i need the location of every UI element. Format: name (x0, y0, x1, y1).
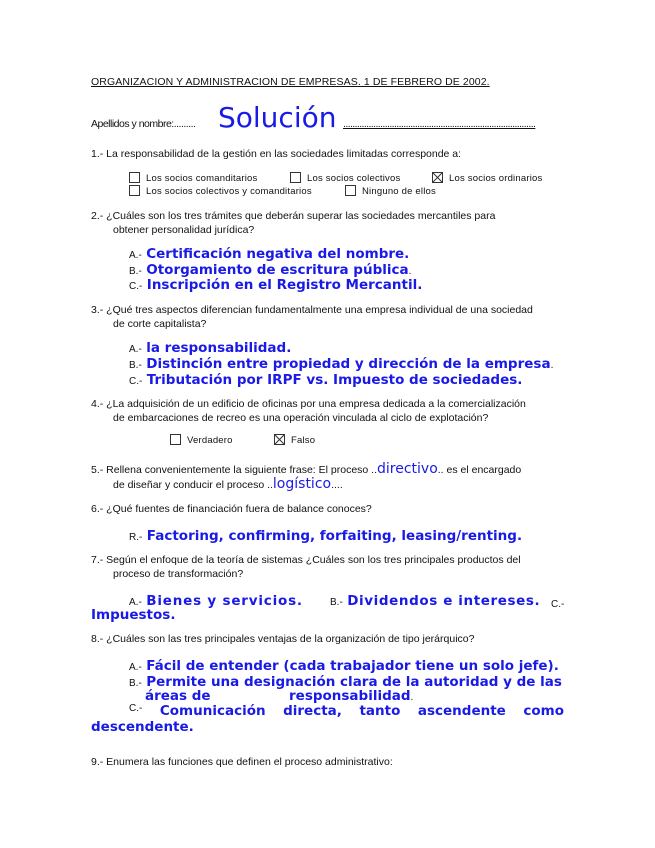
question-1: 1.- La responsabilidad de la gestión en las sociedades limitadas corresponde a: (91, 148, 462, 160)
q6-answer (129, 527, 522, 545)
q4-option-false[interactable] (274, 434, 315, 446)
answer-letter: A.- (129, 344, 142, 355)
answer-text: Otorgamiento de escritura pública (146, 262, 409, 278)
checkbox-icon[interactable] (345, 185, 356, 196)
question-3-line-2: de corte capitalista? (113, 317, 207, 330)
answer-period: . (408, 266, 412, 277)
q1-option-2-label: Los socios colectivos (307, 173, 401, 184)
answer-text: Factoring, confirming, forfaiting, leasing/renting. (146, 528, 523, 544)
question-7 (91, 554, 564, 581)
question-4-line-1: 4.- ¿La adquisición de un edificio de oficinas por una empresa dedicada a la comercialización (91, 398, 526, 410)
q1-option-1[interactable] (129, 172, 257, 184)
question-5-line-1 (91, 461, 521, 477)
q5-text-c: de diseñar y conducir el proceso .. (113, 479, 273, 491)
question-9: 9.- Enumera las funciones que definen el proceso administrativo: (91, 756, 393, 768)
answer-text: Tributación por IRPF vs. Impuesto de sociedades. (146, 372, 523, 388)
q8-answer-c-line-2 (91, 718, 194, 736)
answer-period: . (410, 692, 414, 703)
q7-answer-c-letter (551, 594, 564, 612)
q1-option-4[interactable] (129, 185, 312, 197)
answer-letter: A.- (129, 662, 142, 673)
q5-text-a: 5.- Rellena convenientemente la siguiente frase: El proceso .. (91, 464, 377, 476)
q7-answer-c (91, 606, 175, 624)
checkbox-icon[interactable] (170, 434, 181, 445)
name-value: Solución (218, 101, 337, 134)
answer-letter: A.- (129, 250, 142, 261)
answer-letter: C.- (551, 599, 565, 610)
q1-option-1-label: Los socios comanditarios (146, 173, 258, 184)
q5-text-b: .. es el encargado (437, 464, 522, 476)
q5-text-d: .... (331, 479, 343, 491)
question-4 (91, 398, 564, 425)
answer-text: Inscripción en el Registro Mercantil. (146, 277, 423, 293)
q1-option-5[interactable] (345, 185, 436, 197)
answer-period: . (550, 360, 554, 371)
answer-letter: R.- (129, 532, 143, 543)
checkbox-icon[interactable] (290, 172, 301, 183)
answer-word: como (523, 703, 564, 719)
question-7-line-1: 7.- Según el enfoque de la teoría de sistemas ¿Cuáles son los tres principales productos del (91, 554, 521, 566)
answer-text: Distinción entre propiedad y dirección de la empresa (146, 356, 551, 372)
answer-text: responsabilidad (289, 688, 411, 704)
answer-word: tanto (359, 703, 401, 719)
name-label-text: Apellidos y nombre:......... (91, 118, 196, 130)
answer-word: ascendente (417, 703, 506, 719)
answer-text: áreas de (145, 688, 211, 704)
q4-option-true-label: Verdadero (187, 435, 233, 446)
answer-word: directa, (283, 703, 342, 719)
question-2 (91, 210, 564, 237)
question-2-line-2: obtener personalidad jurídica? (113, 223, 255, 236)
q3-answer-c (129, 371, 522, 389)
question-3 (91, 304, 564, 331)
answer-text: la responsabilidad. (146, 340, 292, 356)
answer-word: Comunicación (159, 703, 266, 719)
question-3-line-1: 3.- ¿Qué tres aspectos diferencian fundamentalmente una empresa individual de una sociedad (91, 304, 533, 316)
q1-option-2[interactable] (290, 172, 400, 184)
answer-letter: B.- (330, 597, 343, 608)
q8-answer-c-line-1 (129, 703, 564, 719)
name-dotted-line: ................................................................................... (343, 118, 536, 130)
checkbox-icon[interactable] (129, 185, 140, 196)
answer-text: Impuestos. (91, 607, 176, 623)
q1-option-5-label: Ninguno de ellos (362, 186, 436, 197)
question-2-line-1: 2.- ¿Cuáles son los tres trámites que deberán superar las sociedades mercantiles para (91, 210, 496, 222)
answer-letter: B.- (129, 266, 142, 277)
answer-text: Permite una designación clara de la autoridad y de las (146, 674, 562, 690)
q1-option-3-label: Los socios ordinarios (449, 173, 543, 184)
q4-option-false-label: Falso (291, 435, 316, 446)
q7-answer-b (330, 592, 540, 610)
question-8: 8.- ¿Cuáles son las tres principales ventajas de la organización de tipo jerárquico? (91, 633, 475, 645)
answer-letter: B.- (129, 360, 142, 371)
question-5-line-2 (113, 476, 343, 492)
checkbox-icon[interactable] (129, 172, 140, 183)
answer-letter: C.- (129, 703, 143, 714)
question-6: 6.- ¿Qué fuentes de financiación fuera de balance conoces? (91, 503, 372, 515)
question-7-line-2: proceso de transformación? (113, 567, 244, 580)
answer-text: Bienes y servicios. (146, 593, 303, 609)
q1-option-3[interactable] (432, 172, 542, 184)
answer-letter: B.- (129, 678, 142, 689)
name-label (91, 118, 195, 130)
q5-blank-1: directivo (377, 461, 438, 477)
q1-option-4-label: Los socios colectivos y comanditarios (146, 186, 312, 197)
answer-letter: C.- (129, 376, 143, 387)
q2-answer-c (129, 276, 422, 294)
answer-letter: A.- (129, 597, 142, 608)
answer-text: Dividendos e intereses. (347, 593, 541, 609)
answer-letter: C.- (129, 281, 143, 292)
q5-blank-2: logístico (272, 476, 332, 492)
exam-title: ORGANIZACION Y ADMINISTRACION DE EMPRESAS. 1 DE FEBRERO DE 2002. (91, 76, 490, 88)
checked-checkbox-icon[interactable] (274, 434, 285, 445)
answer-text: Certificación negativa del nombre. (146, 246, 410, 262)
question-4-line-2: de embarcaciones de recreo es una operación vinculada al ciclo de explotación? (113, 411, 489, 424)
answer-text: descendente. (91, 719, 194, 735)
checked-checkbox-icon[interactable] (432, 172, 443, 183)
q4-option-true[interactable] (170, 434, 233, 446)
answer-text: Fácil de entender (cada trabajador tiene un solo jefe). (146, 658, 559, 674)
